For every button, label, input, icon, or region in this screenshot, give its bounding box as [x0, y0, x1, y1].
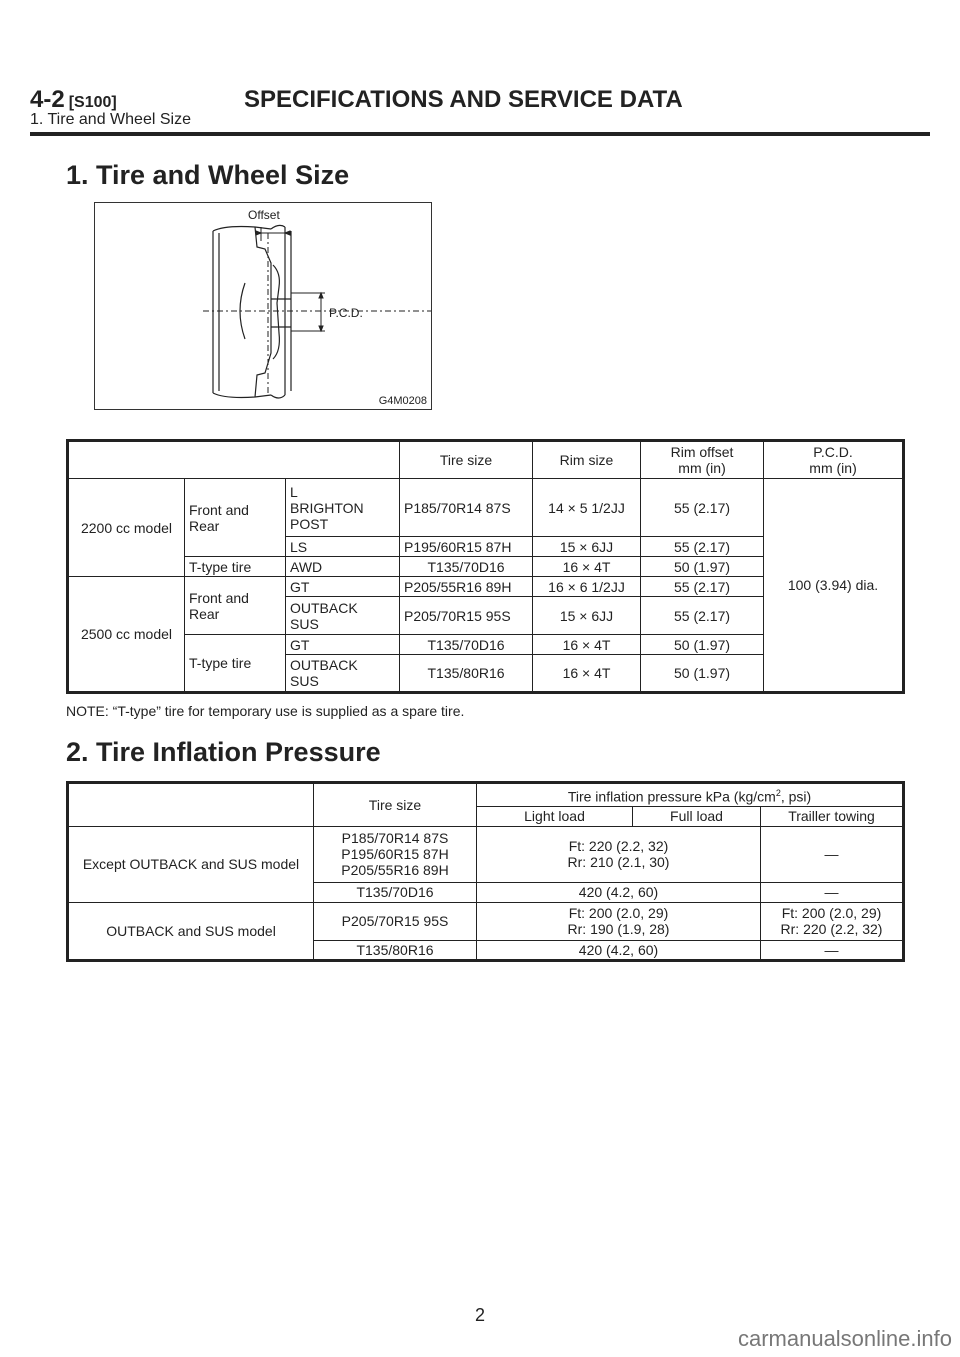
table-cell: P195/60R15 87H: [400, 537, 533, 557]
table-cell: 2500 cc model: [68, 577, 185, 693]
table-cell: 55 (2.17): [641, 577, 764, 597]
table-header-cell: Rim size: [533, 441, 641, 479]
table-cell: P205/70R15 95S: [314, 902, 477, 940]
table-cell: Front and Rear: [185, 577, 286, 635]
table-row: [68, 902, 904, 940]
table-cell: 55 (2.17): [641, 479, 764, 537]
breadcrumb: 1. Tire and Wheel Size: [30, 111, 191, 128]
table-cell: 15 × 6JJ: [533, 597, 641, 635]
table-cell: 55 (2.17): [641, 597, 764, 635]
table-cell: 2200 cc model: [68, 479, 185, 577]
tire-inflation-table: [66, 781, 905, 962]
model-code: [S100]: [68, 94, 117, 111]
table-cell: P205/70R15 95S: [400, 597, 533, 635]
spare-tire-note: NOTE: “T-type” tire for temporary use is supplied as a spare tire.: [66, 703, 465, 719]
table-header-cell: Full load: [633, 806, 761, 826]
watermark: carmanualsonline.info: [737, 1326, 952, 1351]
table-row: [68, 479, 904, 537]
table-cell: P185/70R14 87S: [400, 479, 533, 537]
table-cell: 50 (1.97): [641, 655, 764, 693]
table-cell: —: [761, 826, 904, 882]
table-header-cell: Rim offset mm (in): [641, 441, 764, 479]
section-title-tire-wheel-size: 1. Tire and Wheel Size: [66, 160, 350, 190]
figure-id: G4M0208: [378, 395, 427, 407]
table-header-cell: [68, 441, 400, 479]
table-cell: Ft: 220 (2.2, 32) Rr: 210 (2.1, 30): [477, 826, 761, 882]
wheel-diagram: [94, 202, 432, 410]
table-cell: GT: [286, 577, 400, 597]
table-cell: 16 × 4T: [533, 557, 641, 577]
table-cell: AWD: [286, 557, 400, 577]
header-divider: [30, 132, 930, 136]
page-number: 2: [474, 1305, 485, 1325]
wheel-cross-section-icon: [95, 203, 433, 411]
table-cell: —: [761, 940, 904, 960]
pcd-label: P.C.D.: [329, 306, 363, 320]
table-cell: Front and Rear: [185, 479, 286, 557]
table-cell: T135/80R16: [314, 940, 477, 960]
table-header-cell: Tire size: [314, 783, 477, 827]
table-cell: 16 × 6 1/2JJ: [533, 577, 641, 597]
table-cell: OUTBACK SUS: [286, 597, 400, 635]
page-title: SPECIFICATIONS AND SERVICE DATA: [244, 86, 683, 113]
table-header-row: [68, 441, 904, 479]
table-cell: 50 (1.97): [641, 635, 764, 655]
table-header-cell: [68, 783, 314, 827]
table-header-cell: P.C.D. mm (in): [764, 441, 904, 479]
table-cell: T135/80R16: [400, 655, 533, 693]
table-cell: 16 × 4T: [533, 655, 641, 693]
table-cell: OUTBACK SUS: [286, 655, 400, 693]
table-header-cell: Tire size: [400, 441, 533, 479]
pressure-header-superscript: 2: [775, 788, 781, 798]
table-header-cell: Trailler towing: [761, 806, 904, 826]
table-cell: P185/70R14 87S P195/60R15 87H P205/55R16 89H: [314, 826, 477, 882]
pressure-header-text: Tire inflation pressure kPa (kg/cm: [567, 788, 776, 805]
header-code: [30, 86, 117, 114]
pressure-header-unit: , psi): [780, 788, 812, 805]
tire-wheel-size-table: [66, 439, 905, 694]
table-cell: P205/55R16 89H: [400, 577, 533, 597]
table-cell: 100 (3.94) dia.: [764, 479, 904, 693]
table-header-row: [68, 783, 904, 807]
section-code: 4-2: [30, 86, 65, 113]
table-header-cell: [477, 783, 904, 807]
table-cell: 15 × 6JJ: [533, 537, 641, 557]
table-cell: OUTBACK and SUS model: [68, 902, 314, 960]
table-cell: LS: [286, 537, 400, 557]
table-cell: T-type tire: [185, 557, 286, 577]
table-cell: 14 × 5 1/2JJ: [533, 479, 641, 537]
table-cell: —: [761, 882, 904, 902]
table-cell: 50 (1.97): [641, 557, 764, 577]
table-cell: T135/70D16: [400, 557, 533, 577]
table-cell: L BRIGHTON POST: [286, 479, 400, 537]
table-cell: Except OUTBACK and SUS model: [68, 826, 314, 902]
table-cell: Ft: 200 (2.0, 29) Rr: 220 (2.2, 32): [761, 902, 904, 940]
table-cell: Ft: 200 (2.0, 29) Rr: 190 (1.9, 28): [477, 902, 761, 940]
table-cell: GT: [286, 635, 400, 655]
table-header-cell: Light load: [477, 806, 633, 826]
table-cell: 420 (4.2, 60): [477, 940, 761, 960]
table-row: [68, 826, 904, 882]
offset-label: Offset: [248, 208, 280, 222]
table-cell: T-type tire: [185, 635, 286, 693]
table-cell: 420 (4.2, 60): [477, 882, 761, 902]
table-cell: T135/70D16: [400, 635, 533, 655]
table-cell: 16 × 4T: [533, 635, 641, 655]
section-title-tire-inflation: 2. Tire Inflation Pressure: [66, 737, 381, 767]
table-cell: 55 (2.17): [641, 537, 764, 557]
table-cell: T135/70D16: [314, 882, 477, 902]
